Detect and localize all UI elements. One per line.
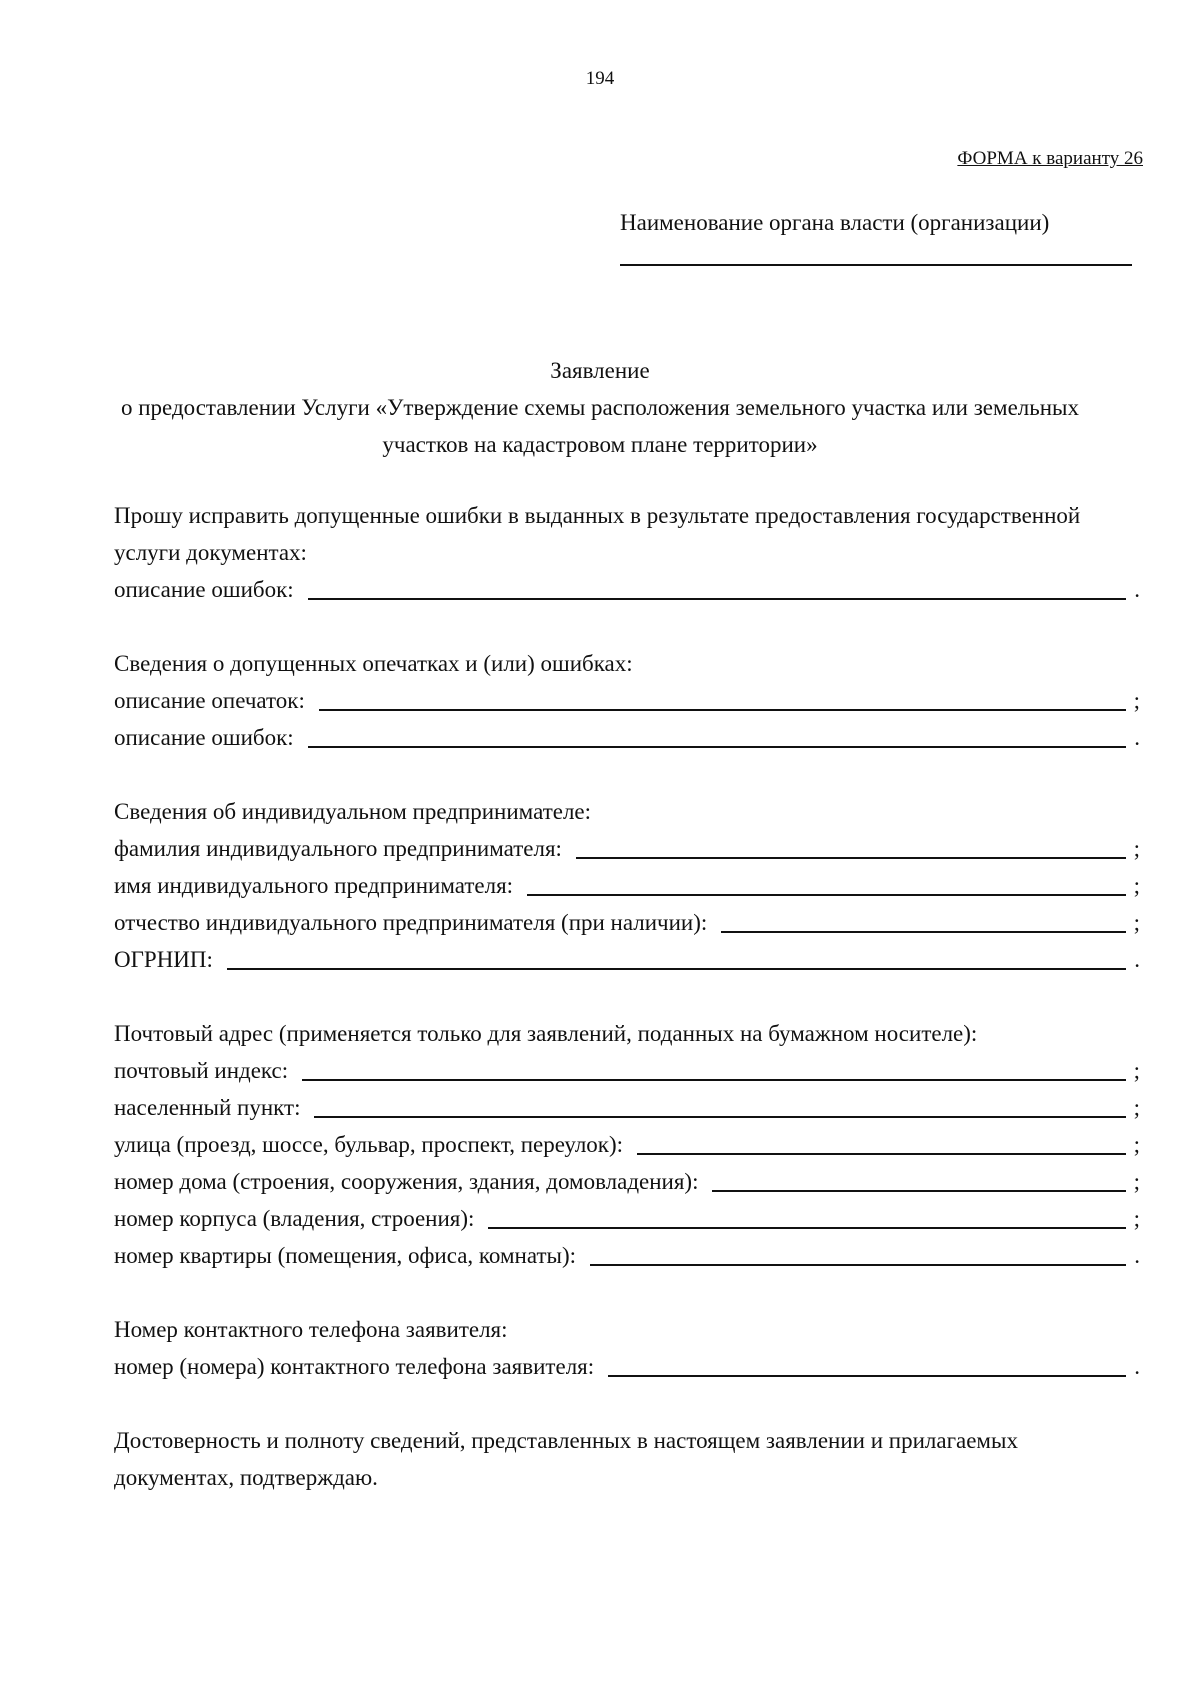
field-label: улица (проезд, шоссе, бульвар, проспект, переулок): (114, 1132, 624, 1157)
surname-field[interactable] (576, 857, 1126, 859)
field-punctuation: ; (1133, 910, 1140, 935)
field-punctuation: ; (1133, 1169, 1140, 1194)
field-label: описание ошибок: (114, 725, 294, 750)
form-field (114, 1163, 1140, 1200)
form-field (114, 867, 1140, 904)
field-label: имя индивидуального предпринимателя: (114, 873, 514, 898)
form-field (114, 1348, 1140, 1385)
typo-description-field[interactable] (319, 709, 1126, 711)
field-punctuation: ; (1133, 1206, 1140, 1231)
field-label: ОГРНИП: (114, 947, 213, 972)
street-field[interactable] (637, 1153, 1126, 1155)
form-field (114, 1200, 1140, 1237)
first-name-field[interactable] (527, 894, 1126, 896)
errors-intro: Прошу исправить допущенные ошибки в выданных в результате предоставления государственной услуги документах: (114, 503, 1081, 565)
form-field (114, 904, 1140, 941)
field-punctuation: . (1134, 1354, 1140, 1379)
section-address (114, 1015, 1140, 1274)
field-label: фамилия индивидуального предпринимателя: (114, 836, 562, 861)
field-label: номер корпуса (владения, строения): (114, 1206, 475, 1231)
typos-heading: Сведения о допущенных опечатках и (или) ошибках: (114, 651, 633, 676)
page-number: 194 (585, 68, 615, 89)
section-typos (114, 645, 1140, 756)
field-label: почтовый индекс: (114, 1058, 289, 1083)
section-phone (114, 1311, 1140, 1385)
error-description-field-2[interactable] (308, 746, 1126, 748)
form-field (114, 719, 1140, 756)
form-reference: ФОРМА к варианту 26 (957, 148, 1143, 169)
title-line-2: о предоставлении Услуги «Утверждение схемы расположения земельного участка или земельных (120, 395, 1079, 420)
apartment-number-field[interactable] (590, 1264, 1126, 1266)
field-punctuation: ; (1133, 1132, 1140, 1157)
entrepreneur-heading: Сведения об индивидуальном предпринимателе: (114, 799, 592, 824)
phone-heading: Номер контактного телефона заявителя: (114, 1317, 508, 1342)
field-punctuation: ; (1133, 873, 1140, 898)
field-punctuation: . (1134, 947, 1140, 972)
field-punctuation: ; (1133, 836, 1140, 861)
form-field (114, 1089, 1140, 1126)
authority-name-field[interactable] (620, 264, 1132, 266)
field-punctuation: . (1134, 577, 1140, 602)
field-punctuation: ; (1133, 1058, 1140, 1083)
title-line-1: Заявление (550, 358, 650, 383)
house-number-field[interactable] (712, 1190, 1126, 1192)
field-label: номер квартиры (помещения, офиса, комнаты): (114, 1243, 576, 1268)
section-entrepreneur (114, 793, 1140, 978)
form-field (114, 1237, 1140, 1274)
field-punctuation: . (1134, 725, 1140, 750)
form-field (114, 682, 1140, 719)
form-content (114, 497, 1140, 1533)
form-field (114, 830, 1140, 867)
document-title (100, 352, 1100, 463)
phone-number-field[interactable] (608, 1375, 1126, 1377)
authority-block (620, 208, 1136, 266)
postal-code-field[interactable] (302, 1079, 1126, 1081)
form-field (114, 1052, 1140, 1089)
address-heading: Почтовый адрес (применяется только для заявлений, поданных на бумажном носителе): (114, 1021, 978, 1046)
form-field (114, 1126, 1140, 1163)
field-punctuation: ; (1133, 688, 1140, 713)
field-punctuation: ; (1133, 1095, 1140, 1120)
field-label: населенный пункт: (114, 1095, 301, 1120)
ogrnip-field[interactable] (227, 968, 1126, 970)
field-label: номер (номера) контактного телефона заявителя: (114, 1354, 595, 1379)
field-label: описание опечаток: (114, 688, 305, 713)
section-errors (114, 497, 1140, 608)
form-field (114, 941, 1140, 978)
patronymic-field[interactable] (721, 931, 1126, 933)
field-label: отчество индивидуального предпринимателя (при наличии): (114, 910, 708, 935)
field-punctuation: . (1134, 1243, 1140, 1268)
confirmation-text: Достоверность и полноту сведений, представленных в настоящем заявлении и прилагаемых документах, подтверждаю. (114, 1428, 1018, 1490)
authority-label: Наименование органа власти (организации) (620, 210, 1050, 235)
error-description-field[interactable] (308, 598, 1126, 600)
title-line-3: участков на кадастровом плане территории» (382, 432, 818, 457)
field-label: описание ошибок: (114, 577, 294, 602)
building-number-field[interactable] (488, 1227, 1126, 1229)
form-field (114, 571, 1140, 608)
locality-field[interactable] (314, 1116, 1126, 1118)
field-label: номер дома (строения, сооружения, здания, домовладения): (114, 1169, 699, 1194)
section-confirmation (114, 1422, 1140, 1496)
